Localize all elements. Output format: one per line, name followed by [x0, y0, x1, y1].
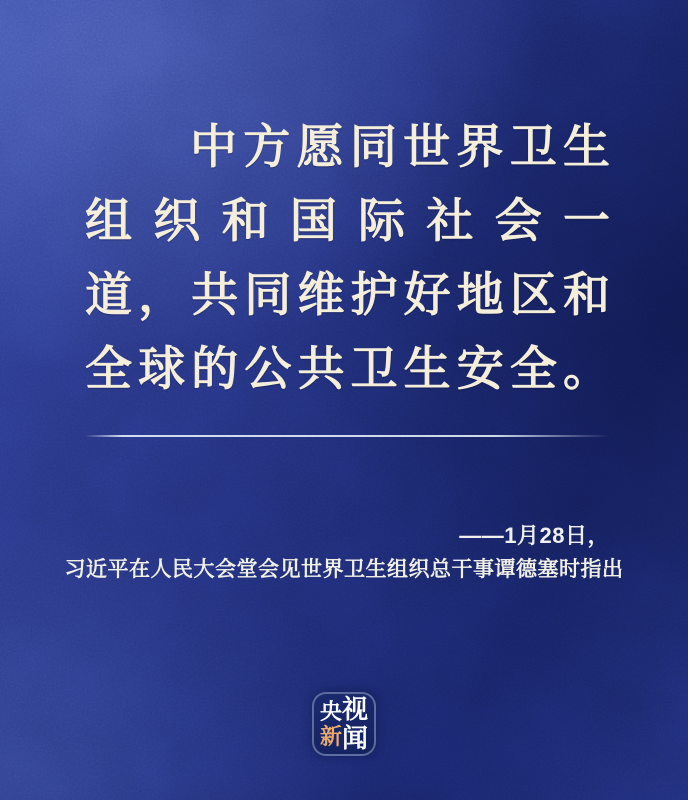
quote-block [85, 110, 610, 406]
quote-line-4: 全球的公共卫生安全。 [85, 342, 610, 395]
quote-line-1: 中方愿同世界卫生 [190, 120, 610, 173]
attribution-date: ——1月28日， [459, 523, 610, 548]
quote-line-3: 道，共同维护好地区和 [85, 268, 610, 321]
attribution-source: 习近平在人民大会堂会见世界卫生组织总干事谭德塞时指出 [64, 558, 624, 581]
logo-char-wen: 闻 [342, 722, 369, 753]
logo-char-shi: 视 [342, 694, 369, 725]
quote-line-2: 组织和国际社会一 [85, 194, 610, 247]
logo-row-top [320, 696, 368, 723]
cctv-news-logo [312, 692, 376, 756]
logo-char-xin: 新 [319, 723, 342, 749]
logo-char-yang: 央 [319, 699, 342, 725]
logo-row-bottom [319, 722, 369, 753]
divider-line [85, 435, 610, 437]
